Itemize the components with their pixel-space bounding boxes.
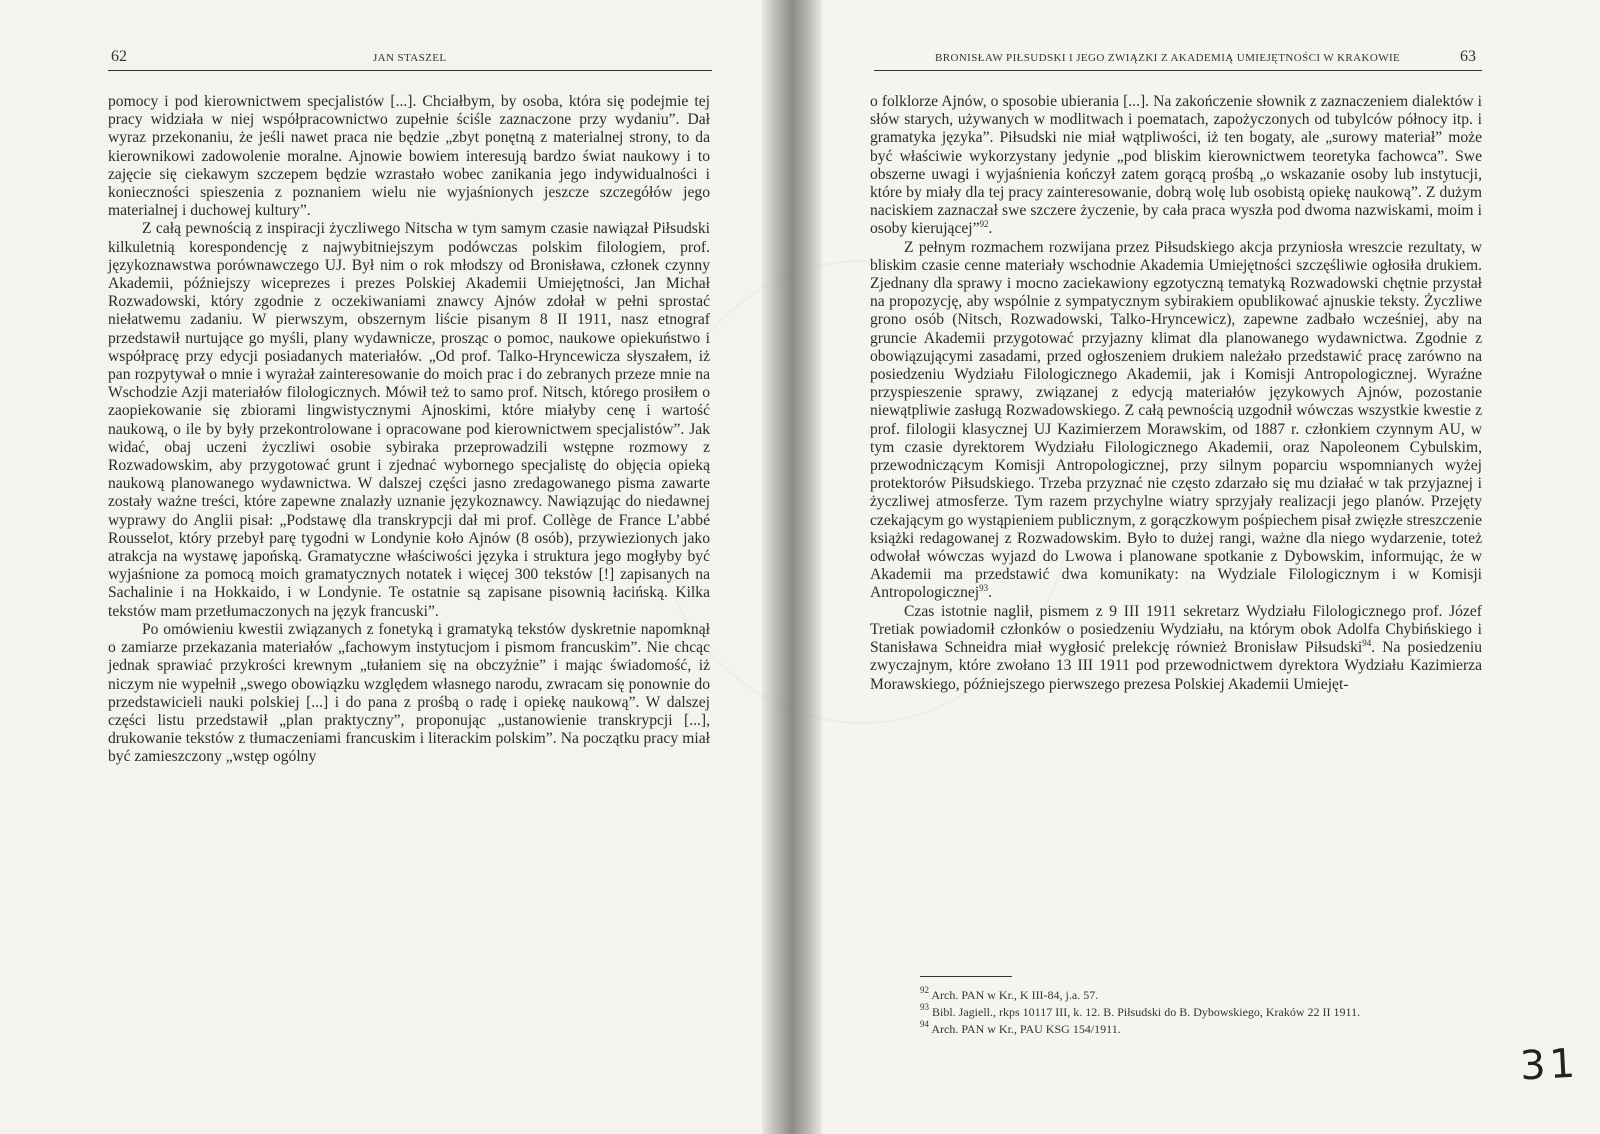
left-body-text xyxy=(108,93,710,767)
footnote-ref: 94 xyxy=(1362,638,1372,649)
right-body-text xyxy=(870,93,1482,694)
footnote-number: 94 xyxy=(920,1019,929,1029)
footnote-text: Arch. PAN w Kr., K III-84, j.a. 57. xyxy=(931,988,1099,1002)
page-number-right: 63 xyxy=(1460,48,1476,65)
paragraph: Po omówieniu kwestii związanych z fonetyką i gramatyką tekstów dyskretnie napomknął o zamiarze przekazania materiałów „fachowym instytucjom i pismom francuskim”. Nie chcąc jednak sprawiać przykrości krewnym „tułaniem się na obczyźnie” i mając świadomość, iż niczym nie wypełnił „swego obowiązku względem własnego narodu, zwracam się ponownie do przedstawicieli nauki polskiej [...] i do pana z prośbą o radę i opiekę naukową”. W dalszej części listu przedstawił „plan praktyczny”, proponując „ustanowienie transkrypcji [...], drukowanie tekstów z tłumaczeniami francuskim i literackim polskim”. Na początku pracy miał być zamieszczony „wstęp ogólny xyxy=(108,620,710,766)
book-gutter-shadow xyxy=(762,0,822,1134)
paragraph xyxy=(870,603,1482,694)
footnote-item xyxy=(920,987,1520,1004)
footnote-ref: 93 xyxy=(979,583,989,594)
paragraph: pomocy i pod kierownictwem specjalistów [...]. Chciałbym, by osoba, która się podejmie tej pracy widziała w niej współpracownictwo zupełnie ściśle zaznaczone przy wydaniu”. Dał wyraz przekonaniu, że jeśli nawet praca nie będzie „zbyt ponętną z materialnej strony, to da kierownikowi zadowolenie moralne. Ajnowie bowiem interesują bardzo świat naukowy i to zajęcie się ciekawym szczepem będzie wzrastało wobec zanikania jego indywidualności i konieczności spieszenia z poznaniem wielu nie wyjaśnionych jeszcze szczegółów jego materialnej i duchowej kultury”. xyxy=(108,93,710,220)
footnote-number: 92 xyxy=(920,985,929,995)
running-head-left: JAN STASZEL xyxy=(373,52,447,64)
header-rule-left xyxy=(108,70,712,71)
left-page xyxy=(0,0,780,1134)
footnote-text: Bibl. Jagiell., rkps 10117 III, k. 12. B. Piłsudski do B. Dybowskiego, Kraków 22 II 1911. xyxy=(932,1005,1361,1019)
paragraph: Z całą pewnością z inspiracji życzliwego Nitscha w tym samym czasie nawiązał Piłsudski kilkuletnią korespondencję z najwybitniejszym podówczas polskim filologiem, prof. językoznawstwa porównawczego UJ. Był nim o rok młodszy od Bronisława, członek czynny Akademii, późniejszy wiceprezes i prezes Polskiej Akademii Umiejętności, Jan Michał Rozwadowski, który zgodnie z oczekiwaniami znawcy Ajnów zdołał w pełni sprostać niełatwemu zadaniu. W pierwszym, obszernym liście pisanym 8 II 1911, nasz etnograf przedstawił nurtujące go myśli, plany wydawnicze, prosząc o pomoc, naukowe opiekuństwo i współpracę przy edycji posiadanych materiałów. „Od prof. Talko-Hryncewicza słyszałem, iż pan rozpytywał o mnie i wyrażał zainteresowanie do moich prac i do zebranych przeze mnie na Wschodzie Azji materiałów filologicznych. Mówił też to samo prof. Nitsch, którego prosiłem o zaopiekowanie się zbiorami lingwistycznymi Ajnoskimi, które miałyby cenę i wartość naukową, o ile by były przekontrolowane i opracowane pod kierownictwem specjalistów”. Jak widać, obaj uczeni życzliwi osobie sybiraka przeprowadzili wstępne rozmowy z Rozwadowskim, aby przygotować grunt i zjednać wybornego specjalistę do objęcia opieką naukową planowanego wydawnictwa. W dalszej części jasno zredagowanego pisma zawarte zostały ważne treści, które zapewne znalazły uznanie językoznawcy. Nawiązując do niedawnej wyprawy do Anglii pisał: „Podstawę dla transkrypcji dał mi prof. Collège de France L’abbé Rousselot, który przebył parę tygodni w Londynie koło Ajnów (8 osób), przywiezionych jako atrakcja na wystawę japońską. Gramatyczne właściwości języka i struktura jego mogłyby być wyjaśnione za pomocą moich gramatycznych notatek i więcej 300 tekstów [!] zapisanych na Sachalinie i na Hokkaido, i w Londynie. Te ostatnie są zapisane pisownią łacińską. Kilka tekstów mam przetłumaczonych na język francuski”. xyxy=(108,220,710,620)
footnote-number: 93 xyxy=(920,1002,929,1012)
paragraph-text: . Na posiedzeniu zwyczajnym, które zwołano 13 III 1911 pod przewodnictwem dyrektora Wydziału Kazimierza Morawskiego, późniejszego pierwszego prezesa Polskiej Akademii Umiejęt- xyxy=(870,639,1482,693)
paragraph: Z pełnym rozmachem rozwijana przez Piłsudskiego akcja przyniosła wreszcie rezultaty, w bliskim czasie cenne materiały wschodnie Akademia Umiejętności szczęśliwie ogłosiła drukiem. Zjednany dla sprawy i mocno zaciekawiony egzotyczną tematyką Rozwadowski chętnie przystał na propozycję, aby wspólnie z sympatycznym sybirakiem opublikować ajnuskie teksty. Życzliwe grono osób (Nitsch, Rozwadowski, Talko-Hryncewicz), zapewne zadbało wcześniej, aby na gruncie Akademii przygotować przyjazny klimat dla planowanego wydawnictwa. Zgodnie z obowiązującymi zasadami, przed ogłoszeniem drukiem należało przedstawić pracę zarówno na posiedzeniu Wydziału Filologicznego Akademii, jak i Komisji Antropologicznej. Wyraźne przyspieszenie sprawy, związanej z edycją materiałów językowych Ajnów, pozostanie niewątpliwie zasługą Rozwadowskiego. Z całą pewnością uzgodnił wówczas wszystkie kwestie z prof. filologii klasycznej UJ Kazimierzem Morawskim, od 1887 r. członkiem czynnym AU, w tym czasie dyrektorem Wydziału Filologicznego Akademii, oraz Napoleonem Cybulskim, przewodniczącym Komisji Antropologicznej, przy silnym poparciu wspomnianych wyżej protektorów Piłsudskiego. Trzeba przyznać nie często zdarzało się mu działać w tak przyjaznej i życzliwej atmosferze. Tym razem przychylne wiatry sprzyjały realizacji jego planów. Przejęty czekającym go wystąpieniem publicznym, z gorączkowym pośpiechem pisał zwięzłe streszczenie książki redagowanej z Rozwadowskim. Było to dużej rangi, ważne dla niego wydarzenie, toteż odwołał wówczas wyjazd do Lwowa i planowane spotkanie z Dybowskim, informując, że w Akademii ma przedstawić dwa komunikaty: na Wydziale Filologicznym i w Komisji Antropologicznej$^{93}$. xyxy=(870,238,1482,602)
right-page xyxy=(780,0,1600,1134)
paragraph-text: o folklorze Ajnów, o sposobie ubierania [...]. Na zakończenie słownik z zaznaczeniem dialektów i słów starych, używanych w modlitwach i poematach, zapożyczonych od tubylców północy itp. i gramatyka języka”. Piłsudski nie miał wątpliwości, iż ten bogaty, ale „surowy materiał” może być właściwie wykorzystany jedynie „pod bliskim kierownictwem teoretyka fachowca”. Swe obszerne uwagi i wyjaśnienia kończył zatem gorącą prośbą „o wskazanie osoby lub instytucji, które by miały dla tej pracy zainteresowanie, dobrą wolę lub osobistą opiekę naukową”. Z dużym naciskiem zaznaczał swe szczere życzenie, by cała praca wyszła pod dwoma nazwiskami, moim i osoby kierującej” xyxy=(870,93,1482,238)
handwritten-page-mark: 31 xyxy=(1518,1040,1581,1090)
footnote-rule xyxy=(920,976,1012,977)
paragraph-text: Z pełnym rozmachem rozwijana przez Piłsudskiego akcja przyniosła wreszcie rezultaty, w bliskim czasie cenne materiały wschodnie Akademia Umiejętności szczęśliwie ogłosiła drukiem. Zjednany dla sprawy i mocno zaciekawiony egzotyczną tematyką Rozwadowski chętnie przystał na propozycję, aby wspólnie z sympatycznym sybirakiem opublikować ajnuskie teksty. Życzliwe grono osób (Nitsch, Rozwadowski, Talko-Hryncewicz), zapewne zadbało wcześniej, aby na gruncie Akademii przygotować przyjazny klimat dla planowanego wydawnictwa. Zgodnie z obowiązującymi zasadami, przed ogłoszeniem drukiem należało przedstawić pracę zarówno na posiedzeniu Wydziału Filologicznego Akademii, jak i Komisji Antropologicznej. Wyraźne przyspieszenie sprawy, związanej z edycją materiałów językowych Ajnów, pozostanie niewątpliwie zasługą Rozwadowskiego. Z całą pewnością uzgodnił wówczas wszystkie kwestie z prof. filologii klasycznej UJ Kazimierzem Morawskim, od 1887 r. członkiem czynnym AU, w tym czasie dyrektorem Wydziału Filologicznego Akademii, oraz Napoleonem Cybulskim, przewodniczącym Komisji Antropologicznej, przy silnym poparciu wspomnianych wyżej protektorów Piłsudskiego. Trzeba przyznać nie często zdarzało się mu działać w tak przyjaznej i życzliwej atmosferze. Tym razem przychylne wiatry sprzyjały realizacji jego planów. Przejęty czekającym go wystąpieniem publicznym, z gorączkowym pośpiechem pisał zwięzłe streszczenie książki redagowanej z Rozwadowskim. Było to dużej rangi, ważne dla niego wydarzenie, toteż odwołał wówczas wyjazd do Lwowa i planowane spotkanie z Dybowskim, informując, że w Akademii ma przedstawić dwa komunikaty: na Wydziale Filologicznym i w Komisji Antropologicznej xyxy=(870,238,1482,602)
footnote-item xyxy=(920,1021,1520,1038)
paragraph-text: Czas istotnie naglił, pismem z 9 III 1911 sekretarz Wydziału Filologicznego prof. Józef Tretiak powiadomił członków o posiedzeniu Wydziału, na którym obok Adolfa Chybińskiego i Stanisława Schneidra miał wygłosić prelekcję również Bronisław Piłsudski xyxy=(870,602,1482,657)
paragraph: o folklorze Ajnów, o sposobie ubierania [...]. Na zakończenie słownik z zaznaczeniem dialektów i słów starych, używanych w modlitwach i poematach, zapożyczonych od tubylców północy itp. i gramatyka języka”. Piłsudski nie miał wątpliwości, iż ten bogaty, ale „surowy materiał” może być właściwie wykorzystany jedynie „pod bliskim kierownictwem teoretyka fachowca”. Swe obszerne uwagi i wyjaśnienia kończył zatem gorącą prośbą „o wskazanie osoby lub instytucji, które by miały dla tej pracy zainteresowanie, dobrą wolę lub osobistą opiekę naukową”. Z dużym naciskiem zaznaczał swe szczere życzenie, by cała praca wyszła pod dwoma nazwiskami, moim i osoby kierującej”$^{92}$. xyxy=(870,93,1482,238)
page-number-left: 62 xyxy=(111,48,127,65)
running-head-right: BRONISŁAW PIŁSUDSKI I JEGO ZWIĄZKI Z AKADEMIĄ UMIEJĘTNOŚCI W KRAKOWIE xyxy=(935,52,1401,64)
footnotes xyxy=(920,987,1520,1038)
header-rule-right xyxy=(874,70,1482,71)
footnote-text: Arch. PAN w Kr., PAU KSG 154/1911. xyxy=(931,1022,1121,1036)
footnote-ref: 92 xyxy=(979,219,989,230)
footnote-item xyxy=(920,1004,1520,1021)
